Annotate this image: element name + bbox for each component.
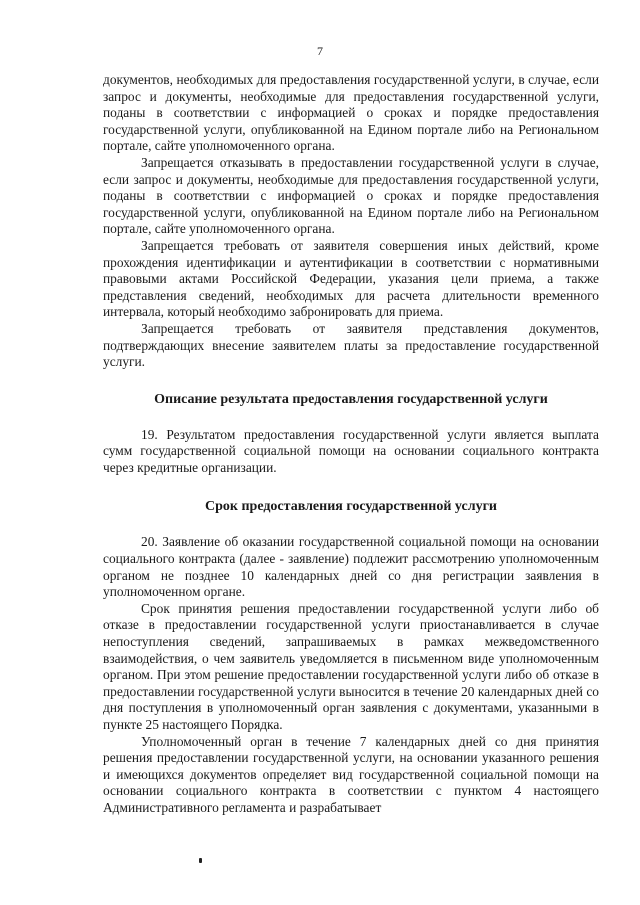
paragraph-refusal-prohibition: Запрещается отказывать в предоставлении государственной услуги в случае, если запрос и документы, необходимые для предоставления государственной услуги, поданы в соответствии с информацией о сроках и порядке предоставления государственной услуги, опубликованной на Едином портале либо на Региональном портале, сайте уполномоченного органа.	[103, 154, 599, 237]
paragraph-continuation: документов, необходимых для предоставления государственной услуги, в случае, если запрос и документы, необходимые для предоставления государственной услуги, поданы в соответствии с информацией о сроках и порядке предоставления государственной услуги, опубликованной на Едином портале либо на Региональном портале, сайте уполномоченного органа.	[103, 72, 599, 154]
section-heading-result: Описание результата предоставления государственной услуги	[154, 391, 548, 407]
paragraph-payment-prohibition: Запрещается требовать от заявителя представления документов, подтверждающих внесение заявителем платы за предоставление государственной услуги.	[103, 320, 599, 370]
document-body	[103, 72, 599, 817]
paragraph-authorized-body: Уполномоченный орган в течение 7 календарных дней со дня принятия решения предоставлении государственной услуги, на основании указанного решения и имеющихся документов определяет вид государственной социальной помощи на основании социального контракта в соответствии с пунктом 4 настоящего Административного регламента и разрабатывает	[103, 733, 599, 815]
paragraph-19: 19. Результатом предоставления государственной услуги является выплата сумм государственной социальной помощи на основании социального контракта через кредитные организации.	[103, 426, 599, 475]
paragraph-suspension: Срок принятия решения предоставлении государственной услуги либо об отказе в предоставлении государственной услуги приостанавливается в случае непоступления сведений, запрашиваемых в рамках межведомственного взаимодействия, о чем заявитель уведомляется в письменном виде уполномоченным органом. При этом решение предоставлении государственной услуги либо об отказе в предоставлении государственной услуги выносится в течение 20 календарных дней со дня поступления в уполномоченный орган заявления с документами, указанными в пункте 25 настоящего Порядка.	[103, 600, 599, 732]
paragraph-actions-prohibition: Запрещается требовать от заявителя совершения иных действий, кроме прохождения идентификации и аутентификации в соответствии с нормативными правовыми актами Российской Федерации, указания цели приема, а также представления сведений, необходимых для расчета длительности временного интервала, который необходимо забронировать для приема.	[103, 237, 599, 320]
section-heading-term: Срок предоставления государственной услуги	[205, 499, 497, 515]
scan-speck	[199, 858, 202, 863]
paragraph-20: 20. Заявление об оказании государственной социальной помощи на основании социального контракта (далее - заявление) подлежит рассмотрению уполномоченным органом не позднее 10 календарных дней со дня регистрации заявления в уполномоченном органе.	[103, 534, 599, 600]
page-number: 7	[317, 44, 323, 58]
